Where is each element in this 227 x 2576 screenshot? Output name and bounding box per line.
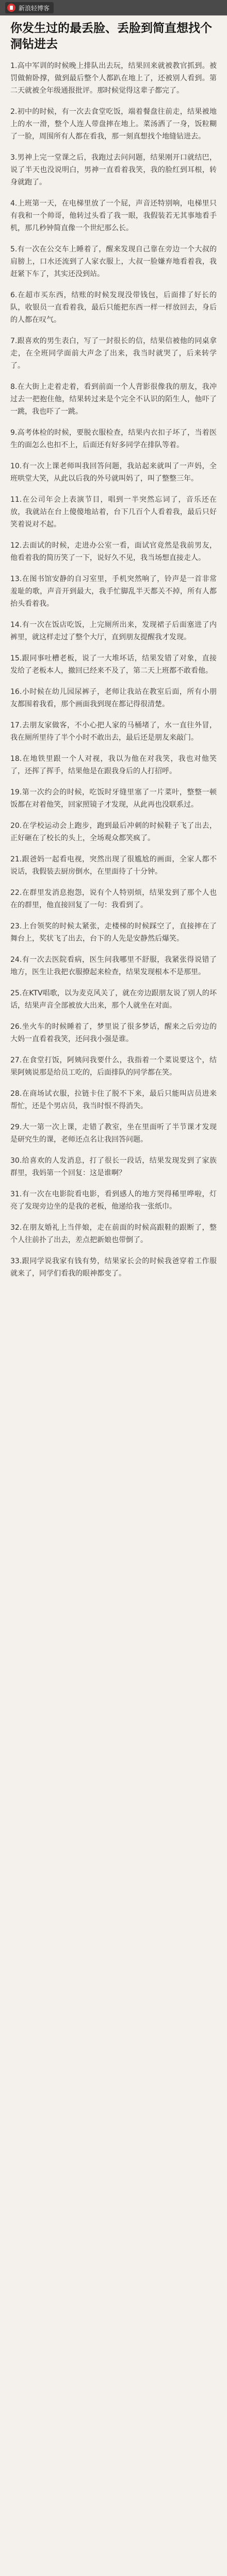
weibo-logo-icon (7, 4, 15, 12)
article-paragraph: 19.第一次约会的时候，吃饭时牙缝里塞了一片菜叶，整整一顿饭都在对着他笑，回家照镜子才发现，从此再也没联系过。 (10, 788, 217, 809)
article-paragraph: 13.在图书馆安静的自习室里，手机突然响了，铃声是一首非常羞耻的歌，声音开到最大，我手忙脚乱半天都关不掉，所有人都抬头看着我。 (10, 575, 217, 608)
article-paragraph: 2.初中的时候，有一次去食堂吃饭，端着餐盘往前走，结果被地上的水一滑，整个人连人带盘摔在地上。菜汤洒了一身，饭粒糊了一脸，周围所有人都在看我，那一刻真想找个地缝钻进去。 (10, 108, 217, 141)
article-paragraph: 29.大一第一次上课，走错了教室，坐在里面听了半节课才发现是研究生的课，老师还点名让我回答问题。 (10, 1123, 217, 1144)
top-bar (0, 0, 227, 15)
article-paragraph: 3.男神上完一堂课之后，我跑过去问问题，结果刚开口就结巴，说了半天也没说明白，男神一直看着我笑，我的脸红到耳根，转身就跑了。 (10, 154, 217, 187)
article-paragraph: 6.在超市买东西，结账的时候发现没带钱包，后面排了好长的队，收银员一直看着我，最后只能把东西一样一样放回去，身后的人都在叹气。 (10, 291, 217, 324)
article-paragraph: 5.有一次在公交车上睡着了，醒来发现自己靠在旁边一个大叔的肩膀上，口水还流到了人家衣服上，大叔一脸嫌弃地看着我，我赶紧下车了，其实还没到站。 (10, 245, 217, 278)
article-paragraph: 15.跟同事吐槽老板，说了一大堆坏话，结果发错了对象，直接发给了老板本人，撤回已经来不及了，第二天上班都不敢看他。 (10, 654, 217, 675)
article-paragraph: 30.给喜欢的人发消息，打了很长一段话，结果发现发到了家族群里，我妈第一个回复：这是谁啊？ (10, 1157, 217, 1177)
article-paragraph: 16.小时候在幼儿园尿裤子，老师让我站在教室后面，所有小朋友都围着我看，那个画面我到现在都记得很清楚。 (10, 688, 217, 708)
article-paragraph: 20.在学校运动会上跑步，跑到最后冲刺的时候鞋子飞了出去，正好砸在了校长的头上，全场观众都笑疯了。 (10, 822, 217, 842)
site-badge[interactable] (5, 2, 54, 13)
article-paragraph: 21.跟爸妈一起看电视，突然出现了很尴尬的画面，全家人都不说话，我假装去厨房倒水，在里面待了十分钟。 (10, 855, 217, 876)
article-paragraph: 27.在食堂打饭，阿姨问我要什么，我指着一个菜说要这个，结果阿姨说那是给员工吃的，后面排队的同学都在笑。 (10, 1056, 217, 1077)
article-paragraph: 33.跟同学说我家有钱有势，结果家长会的时候我爸穿着工作服就来了，同学们看我的眼神都变了。 (10, 1257, 217, 1278)
article-paragraph: 24.有一次去医院看病，医生问我哪里不舒服，我紧张得说错了地方，医生让我把衣服撩起来检查，结果发现根本不是那里。 (10, 956, 217, 976)
site-name: 新浪轻博客 (19, 4, 50, 12)
article-paragraph: 8.在大街上走着走着，看到前面一个人背影很像我的朋友，我冲过去一把抱住他，结果转过来是个完全不认识的陌生人，他吓了一跳，我也吓了一跳。 (10, 383, 217, 416)
article-paragraph: 22.在群里发消息抱怨，说有个人特别烦，结果发到了那个人也在的群里，他直接回复了一句：我看到了。 (10, 889, 217, 909)
article-paragraph: 14.有一次在饭店吃饭，上完厕所出来，发现裙子后面塞进了内裤里，就这样走过了整个大厅，直到朋友提醒我才发现。 (10, 621, 217, 641)
article-paragraph: 17.去朋友家做客，不小心把人家的马桶堵了，水一直往外冒，我在厕所里待了半个小时不敢出去，最后还是朋友来敲门。 (10, 721, 217, 742)
article-paragraph: 9.高考体检的时候，要脱衣服检查，结果内衣扣子坏了，当着医生的面怎么也扣不上，后面还有好多同学在排队等着。 (10, 429, 217, 449)
article-title: 你发生过的最丢脸、丢脸到简直想找个洞钻进去 (10, 22, 212, 51)
article-paragraph: 4.上班第一天，在电梯里放了一个屁，声音还特别响，电梯里只有我和一个帅哥，他转过头看了我一眼，我假装若无其事地看手机，那几秒钟简直像一个世纪那么长。 (10, 199, 217, 232)
article-paragraph: 32.在朋友婚礼上当伴娘，走在前面的时候高跟鞋的跟断了，整个人往前扑了出去，差点把新娘也带倒了。 (10, 1224, 217, 1244)
article-body (10, 60, 217, 2576)
article-paragraph: 23.上台领奖的时候太紧张，走楼梯的时候踩空了，直接摔在了舞台上，奖状飞了出去，台下的人先是安静然后爆笑。 (10, 922, 217, 943)
article-paragraph: 18.在地铁里跟一个人对视，我以为他在对我笑，我也对他笑了，还挥了挥手，结果他是在跟我身后的人打招呼。 (10, 755, 217, 775)
article-paragraph: 28.在商场试衣服，拉链卡住了脱不下来，最后只能叫店员进来帮忙，还是个男店员，我当时恨不得消失。 (10, 1090, 217, 1110)
article-paragraph: 26.坐火车的时候睡着了，梦里说了很多梦话，醒来之后旁边的大妈一直看着我笑，还问我小强是谁。 (10, 1023, 217, 1043)
article-paragraph: 12.去面试的时候，走进办公室一看，面试官竟然是我前男友，他看着我的简历笑了一下，说好久不见，我当场想直接走人。 (10, 541, 217, 562)
article-paragraph: 31.有一次在电影院看电影，看到感人的地方哭得稀里哗啦，灯亮了发现旁边坐的是我的老板，他递给我一张纸巾。 (10, 1190, 217, 1211)
article-paragraph: 10.有一次上课老师叫我回答问题，我站起来就叫了一声妈，全班哄堂大笑，从此以后我的外号就叫妈了，叫了整整三年。 (10, 462, 217, 483)
article-paragraph: 1.高中军训的时候晚上排队出去玩，结果回来就被教官抓到。被罚做俯卧撑，做到最后整个人都趴在地上了，还被别人看到。第二天就被全年级通报批评。那时候觉得这辈子都完了。 (10, 62, 217, 95)
article-paragraph: 25.在KTV唱歌，以为麦克风关了，就在旁边跟朋友说了别人的坏话，结果声音全部被放大出来，那个人就坐在对面。 (10, 989, 217, 1010)
article-paragraph: 7.跟喜欢的男生表白，写了一封很长的信，结果信被他的同桌拿走，在全班同学面前大声念了出来，我当时就哭了，后来转学了。 (10, 337, 217, 370)
article-paragraph: 11.在公司年会上表演节目，唱到一半突然忘词了，音乐还在放，我就站在台上傻傻地站着，台下几百个人看着我，最后只好笑着说对不起。 (10, 496, 217, 529)
